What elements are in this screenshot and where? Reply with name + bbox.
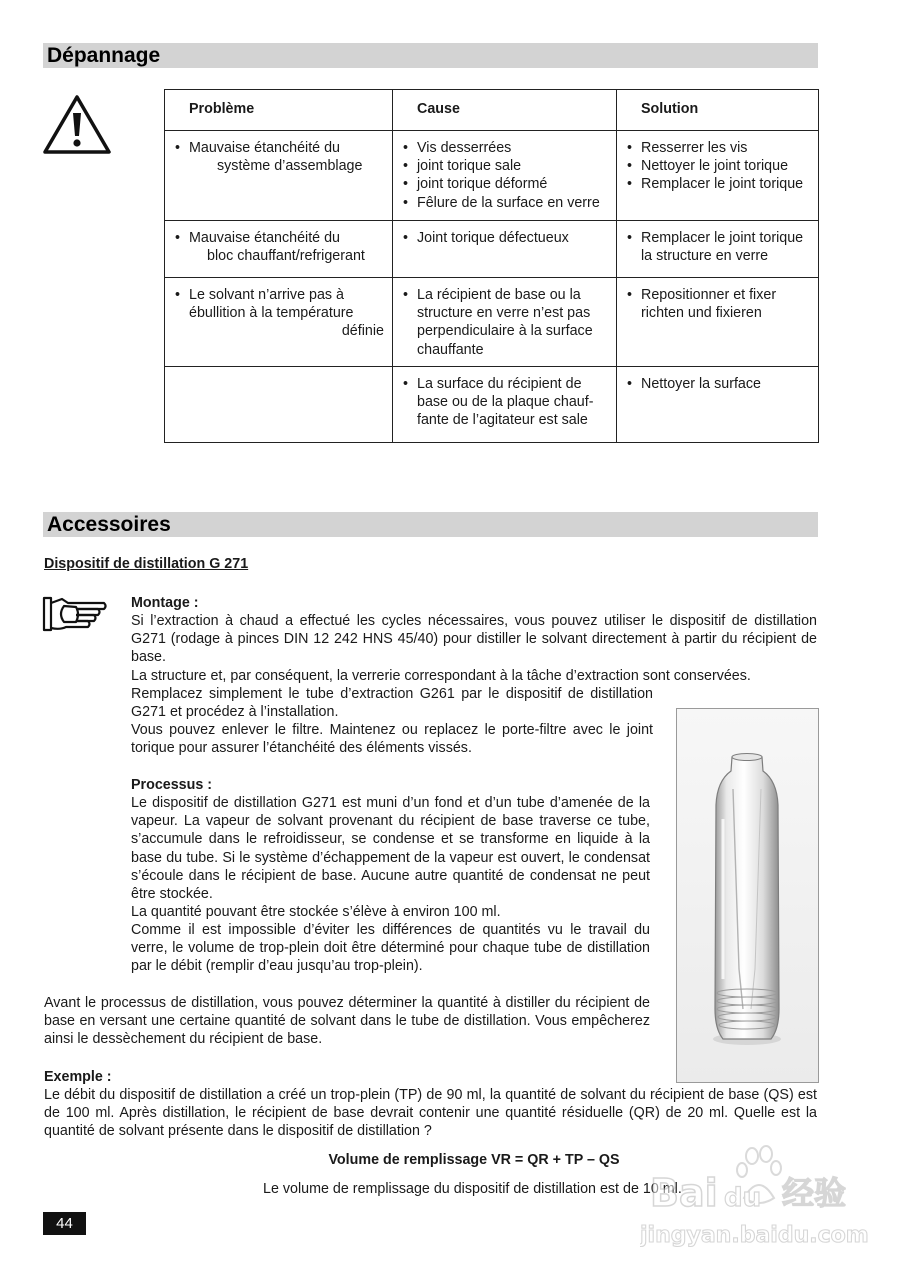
- result-sentence: Le volume de remplissage du dispositif de distillation est de 10 ml.: [263, 1181, 682, 1197]
- problem-cell: [165, 278, 393, 367]
- solution-item: • Nettoyer la surface: [627, 375, 810, 393]
- column-header: Solution: [617, 90, 819, 131]
- section-header-troubleshooting: [43, 43, 818, 68]
- cause-line: perpendiculaire à la surface: [417, 323, 593, 340]
- example-paragraph: Le débit du dispositif de distillation a créé un trop-plein (TP) de 90 ml, la quantité de solvant du récipient de base (QS) est de 100 ml. Après distillation, le récipient de base devrait contenir une quantité résiduelle (QR) de 20 ml. Quelle est la quantité de solvant présente dans le dispositif de distillation ?: [44, 1087, 817, 1140]
- formula: Volume de remplissage VR = QR + TP – QS: [328, 1152, 620, 1168]
- solution-item: [627, 229, 810, 265]
- table-header-row: [165, 90, 819, 131]
- cause-line: chauffante: [417, 341, 484, 358]
- warning-icon: [42, 94, 112, 156]
- processus-paragraph: Le dispositif de distillation G271 est muni d’un fond et d’un tube d’amenée de la vapeur. La vapeur de solvant provenant du récipient de base traverse ce tube, s’accumule dans le refroidisseur, se condense et se transforme en liquide à la base du tube. Si le système d’échappement de la vapeur est ouvert, le condensat s’écoule dans le récipient de base. Aucune autre quantité de condensat ne peut être stockée.: [131, 795, 650, 903]
- cause-line: • La récipient de base ou la: [417, 287, 581, 303]
- cause-line: fante de l’agitateur est sale: [417, 412, 588, 429]
- watermark-url: jingyan.baidu.com: [640, 1223, 869, 1248]
- cause-item: • Joint torique défectueux: [403, 229, 608, 247]
- column-header: Problème: [165, 90, 393, 131]
- table-row: [165, 221, 819, 278]
- problem-line: bloc chauffant/refrigerant: [207, 248, 365, 265]
- solution-line: la structure en verre: [641, 248, 769, 265]
- montage-paragraph: Si l’extraction à chaud a effectué les cycles nécessaires, vous pouvez utiliser le dispositif de distillation G271 (rodage à pinces DIN 12 242 HNS 45/40) pour distiller le solvant directement à partir du récipient de base.: [131, 613, 817, 666]
- section-title: Accessoires: [47, 513, 171, 536]
- troubleshooting-table: [164, 89, 819, 443]
- product-photo: [676, 708, 819, 1083]
- glass-tube-illustration: [677, 709, 818, 1082]
- section-title: Dépannage: [47, 44, 161, 67]
- table-row: [165, 278, 819, 367]
- cause-cell: [393, 131, 617, 221]
- problem-item: [175, 286, 384, 341]
- table-row: [165, 367, 819, 443]
- solution-line: • Remplacer le joint torique: [641, 230, 804, 246]
- watermark-brand-right: du: [724, 1183, 762, 1213]
- cause-line: • La surface du récipient de: [417, 376, 582, 392]
- problem-line: • Le solvant n’arrive pas à: [189, 287, 344, 303]
- problem-cell: [165, 367, 393, 443]
- cause-line: structure en verre n’est pas: [417, 305, 591, 322]
- solution-cell: [617, 367, 819, 443]
- watermark-chinese: 经验: [782, 1174, 847, 1212]
- pointing-hand-icon: [42, 594, 108, 634]
- solution-cell: [617, 131, 819, 221]
- cause-item: • Vis desserrées: [403, 139, 608, 157]
- cause-item: • joint torique déformé: [403, 175, 608, 193]
- montage-label: Montage :: [131, 595, 199, 611]
- cause-item: [403, 286, 608, 359]
- problem-line: système d’assemblage: [217, 158, 363, 175]
- processus-label: Processus :: [131, 777, 213, 793]
- cause-item: • joint torique sale: [403, 157, 608, 175]
- cause-cell: [393, 367, 617, 443]
- solution-line: richten und fixieren: [641, 305, 762, 322]
- solution-line: • Repositionner et fixer: [641, 287, 777, 303]
- problem-item: [175, 229, 384, 265]
- montage-paragraph: La structure et, par conséquent, la verrerie correspondant à la tâche d’extraction sont conservées.: [131, 668, 751, 684]
- column-header: Cause: [393, 90, 617, 131]
- processus-paragraph: La quantité pouvant être stockée s’élève à environ 100 ml.: [131, 904, 501, 920]
- problem-line: • Mauvaise étanchéité du: [189, 230, 341, 246]
- problem-line: • Mauvaise étanchéité du: [189, 140, 341, 156]
- problem-cell: [165, 221, 393, 278]
- cause-cell: [393, 221, 617, 278]
- processus-paragraph: Comme il est impossible d’éviter les différences de quantités vu le travail du verre, le volume de trop-plein doit être déterminé pour chaque tube de distillation par le débit (remplir d’eau jusqu’au trop-plein).: [131, 922, 650, 975]
- solution-cell: [617, 278, 819, 367]
- solution-item: [627, 286, 810, 322]
- solution-item: • Remplacer le joint torique: [627, 175, 810, 193]
- montage-paragraph: Vous pouvez enlever le filtre. Maintenez ou replacez le porte-filtre avec le joint torique pour assurer l’étanchéité des éléments vissés.: [131, 722, 653, 757]
- cause-line: base ou de la plaque chauf-: [417, 394, 594, 411]
- problem-line: ébullition à la température: [189, 305, 354, 322]
- baidu-watermark: [640, 1142, 880, 1252]
- problem-cell: [165, 131, 393, 221]
- subsection-heading: Dispositif de distillation G 271: [44, 556, 249, 572]
- montage-paragraph: Remplacez simplement le tube d’extraction G261 par le dispositif de distillation G271 et procédez à l’installation.: [131, 686, 653, 721]
- solution-cell: [617, 221, 819, 278]
- solution-item: • Nettoyer le joint torique: [627, 157, 810, 175]
- cause-item: [403, 375, 608, 430]
- problem-item: [175, 139, 384, 175]
- solution-item: • Resserrer les vis: [627, 139, 810, 157]
- watermark-brand-left: Bai: [650, 1171, 718, 1215]
- cause-cell: [393, 278, 617, 367]
- table-row: [165, 131, 819, 221]
- before-distillation-paragraph: Avant le processus de distillation, vous pouvez déterminer la quantité à distiller du récipient de base en versant une certaine quantité de solvant dans le tube de distillation. Vous empêcherez ainsi le dessèchement du récipient de base.: [44, 995, 650, 1048]
- section-header-accessories: [43, 512, 818, 537]
- example-label: Exemple :: [44, 1069, 112, 1085]
- problem-line: définie: [341, 323, 384, 340]
- page-number: 44: [43, 1212, 86, 1235]
- cause-item: • Fêlure de la surface en verre: [403, 194, 608, 212]
